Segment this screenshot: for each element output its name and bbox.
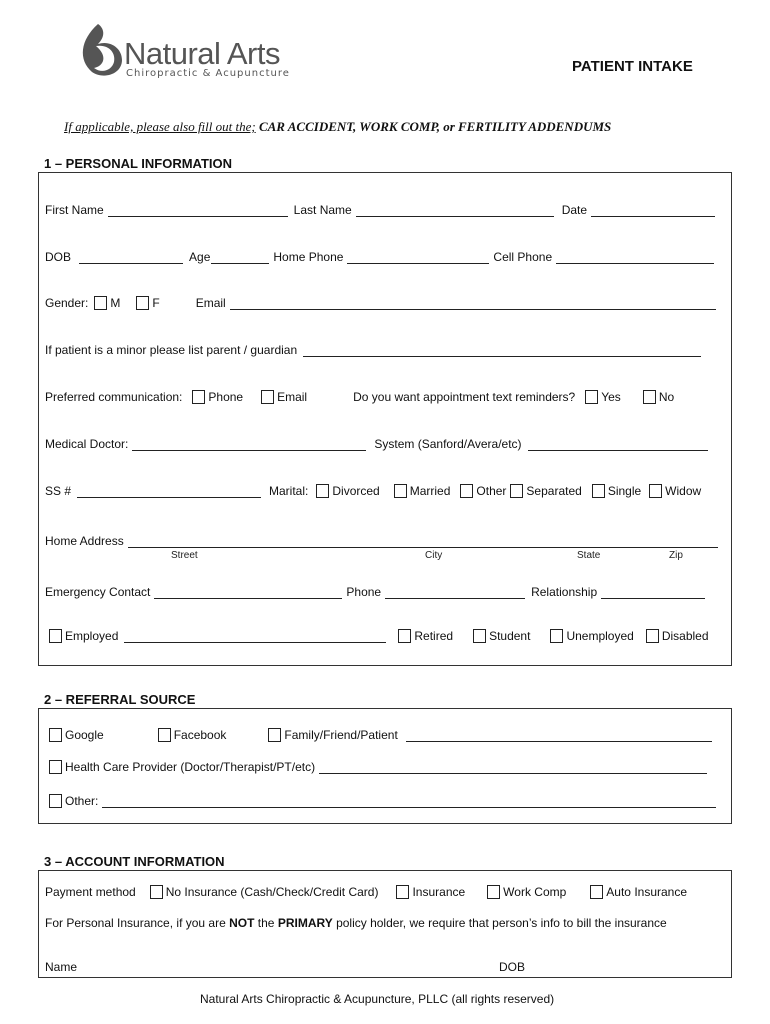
- row-name: [45, 203, 715, 217]
- notice-prefix: If applicable, please also fill out the;: [64, 119, 256, 134]
- brand-name: Natural Arts: [124, 36, 280, 71]
- age-field[interactable]: [211, 252, 269, 264]
- section2-box: [38, 708, 732, 824]
- other-referral-checkbox[interactable]: [49, 794, 62, 808]
- google-checkbox[interactable]: [49, 728, 62, 742]
- other-referral-field[interactable]: [102, 796, 716, 808]
- retired-checkbox[interactable]: [398, 629, 411, 643]
- row-payment: [45, 885, 687, 899]
- note-part-b: the: [257, 916, 275, 930]
- home-address-label: Home Address: [45, 534, 124, 548]
- disabled-checkbox[interactable]: [646, 629, 659, 643]
- row-referral-1: [49, 728, 712, 742]
- reminders-yes-checkbox[interactable]: [585, 390, 598, 404]
- pref-comm-label: Preferred communication:: [45, 390, 183, 404]
- pref-email-label: Email: [277, 390, 308, 404]
- student-label: Student: [489, 629, 531, 643]
- insurance-checkbox[interactable]: [396, 885, 409, 899]
- hcp-field[interactable]: [319, 762, 707, 774]
- date-field[interactable]: [591, 205, 715, 217]
- row-employment: [49, 629, 709, 643]
- gender-label: Gender:: [45, 296, 89, 310]
- cell-phone-label: Cell Phone: [493, 250, 553, 264]
- divorced-checkbox[interactable]: [316, 484, 329, 498]
- dob-field[interactable]: [79, 252, 183, 264]
- reminders-no-checkbox[interactable]: [643, 390, 656, 404]
- street-caption: Street: [171, 550, 198, 561]
- zip-caption: Zip: [669, 550, 683, 561]
- notice-emphasis: CAR ACCIDENT, WORK COMP, or FERTILITY ADDENDUMS: [258, 119, 612, 134]
- section1-box: [38, 172, 732, 666]
- reminders-yes-label: Yes: [601, 390, 621, 404]
- relationship-field[interactable]: [601, 587, 705, 599]
- addendum-notice: [64, 119, 611, 135]
- auto-insurance-label: Auto Insurance: [606, 885, 688, 899]
- work-comp-checkbox[interactable]: [487, 885, 500, 899]
- no-insurance-label: No Insurance (Cash/Check/Credit Card): [165, 885, 379, 899]
- note-primary: PRIMARY: [277, 916, 333, 930]
- row-referral-2: [49, 760, 707, 774]
- home-phone-label: Home Phone: [273, 250, 344, 264]
- date-label: Date: [561, 203, 588, 217]
- first-name-label: First Name: [45, 203, 104, 217]
- other-marital-label: Other: [476, 484, 507, 498]
- gender-m-label: M: [110, 296, 121, 310]
- holder-dob-label: DOB: [499, 960, 526, 974]
- system-label: System (Sanford/Avera/etc): [374, 437, 522, 451]
- row-emergency: [45, 585, 705, 599]
- single-checkbox[interactable]: [592, 484, 605, 498]
- medical-doctor-field[interactable]: [132, 439, 366, 451]
- payment-method-label: Payment method: [45, 885, 136, 899]
- student-checkbox[interactable]: [473, 629, 486, 643]
- separated-label: Separated: [526, 484, 582, 498]
- other-marital-checkbox[interactable]: [460, 484, 473, 498]
- widow-label: Widow: [665, 484, 702, 498]
- system-field[interactable]: [528, 439, 708, 451]
- row-communication: [45, 390, 674, 404]
- relationship-label: Relationship: [531, 585, 598, 599]
- disabled-label: Disabled: [661, 629, 709, 643]
- widow-checkbox[interactable]: [649, 484, 662, 498]
- gender-m-checkbox[interactable]: [94, 296, 107, 310]
- home-address-field[interactable]: [128, 536, 718, 548]
- facebook-label: Facebook: [173, 728, 227, 742]
- hcp-checkbox[interactable]: [49, 760, 62, 774]
- pref-phone-label: Phone: [208, 390, 244, 404]
- last-name-field[interactable]: [356, 205, 554, 217]
- row-dob: [45, 250, 714, 264]
- pref-phone-checkbox[interactable]: [192, 390, 205, 404]
- family-checkbox[interactable]: [268, 728, 281, 742]
- emergency-contact-label: Emergency Contact: [45, 585, 151, 599]
- single-label: Single: [607, 484, 642, 498]
- other-referral-label: Other:: [65, 794, 99, 808]
- ss-label: SS #: [45, 484, 72, 498]
- divorced-label: Divorced: [332, 484, 380, 498]
- leaf-logo-icon: [78, 22, 126, 80]
- state-caption: State: [577, 550, 601, 561]
- marital-label: Marital:: [269, 484, 309, 498]
- section3-title: 3 – ACCOUNT INFORMATION: [44, 854, 225, 869]
- note-not: NOT: [229, 916, 255, 930]
- form-title: PATIENT INTAKE: [572, 58, 693, 75]
- row-address: [45, 534, 718, 548]
- hcp-label: Health Care Provider (Doctor/Therapist/PT/etc): [65, 760, 316, 774]
- reminders-no-label: No: [658, 390, 675, 404]
- section1-title: 1 – PERSONAL INFORMATION: [44, 156, 233, 171]
- section2-title: 2 – REFERRAL SOURCE: [44, 692, 196, 707]
- family-field[interactable]: [406, 730, 712, 742]
- employed-checkbox[interactable]: [49, 629, 62, 643]
- row-insurance-note: [45, 916, 667, 930]
- married-label: Married: [409, 484, 451, 498]
- work-comp-label: Work Comp: [503, 885, 567, 899]
- guardian-label: If patient is a minor please list parent / guardian: [45, 343, 298, 357]
- email-field[interactable]: [230, 298, 716, 310]
- medical-doctor-label: Medical Doctor:: [45, 437, 129, 451]
- google-label: Google: [65, 728, 104, 742]
- emergency-contact-field[interactable]: [154, 587, 342, 599]
- guardian-field[interactable]: [303, 345, 701, 357]
- footer: Natural Arts Chiropractic & Acupuncture, PLLC (all rights reserved): [200, 992, 555, 1006]
- emergency-phone-label: Phone: [346, 585, 382, 599]
- unemployed-checkbox[interactable]: [550, 629, 563, 643]
- row-referral-3: [49, 794, 716, 808]
- auto-insurance-checkbox[interactable]: [590, 885, 603, 899]
- row-gender: [45, 296, 716, 310]
- employed-label: Employed: [65, 629, 119, 643]
- row-guardian: [45, 343, 701, 357]
- row-ss-marital: [45, 484, 701, 498]
- dob-label: DOB: [45, 250, 72, 264]
- holder-name-label: Name: [45, 960, 78, 974]
- last-name-label: Last Name: [293, 203, 352, 217]
- first-name-field[interactable]: [108, 205, 288, 217]
- gender-f-checkbox[interactable]: [136, 296, 149, 310]
- facebook-checkbox[interactable]: [158, 728, 171, 742]
- family-label: Family/Friend/Patient: [284, 728, 398, 742]
- gender-f-label: F: [152, 296, 160, 310]
- separated-checkbox[interactable]: [510, 484, 523, 498]
- unemployed-label: Unemployed: [566, 629, 634, 643]
- note-part-c: policy holder, we require that person’s info to bill the insurance: [336, 916, 667, 930]
- ss-field[interactable]: [77, 486, 261, 498]
- brand-tagline: Chiropractic & Acupuncture: [126, 68, 290, 79]
- row-doctor: [45, 437, 708, 451]
- home-phone-field[interactable]: [347, 252, 489, 264]
- logo: [78, 22, 328, 82]
- married-checkbox[interactable]: [394, 484, 407, 498]
- retired-label: Retired: [414, 629, 454, 643]
- section3-box: [38, 870, 732, 978]
- employer-field[interactable]: [124, 631, 386, 643]
- insurance-label: Insurance: [412, 885, 466, 899]
- cell-phone-field[interactable]: [556, 252, 714, 264]
- note-part-a: For Personal Insurance, if you are: [45, 916, 226, 930]
- email-label: Email: [195, 296, 226, 310]
- age-label: Age: [189, 250, 211, 264]
- no-insurance-checkbox[interactable]: [150, 885, 163, 899]
- text-reminders-label: Do you want appointment text reminders?: [353, 390, 576, 404]
- pref-email-checkbox[interactable]: [261, 390, 274, 404]
- city-caption: City: [425, 550, 443, 561]
- emergency-phone-field[interactable]: [385, 587, 525, 599]
